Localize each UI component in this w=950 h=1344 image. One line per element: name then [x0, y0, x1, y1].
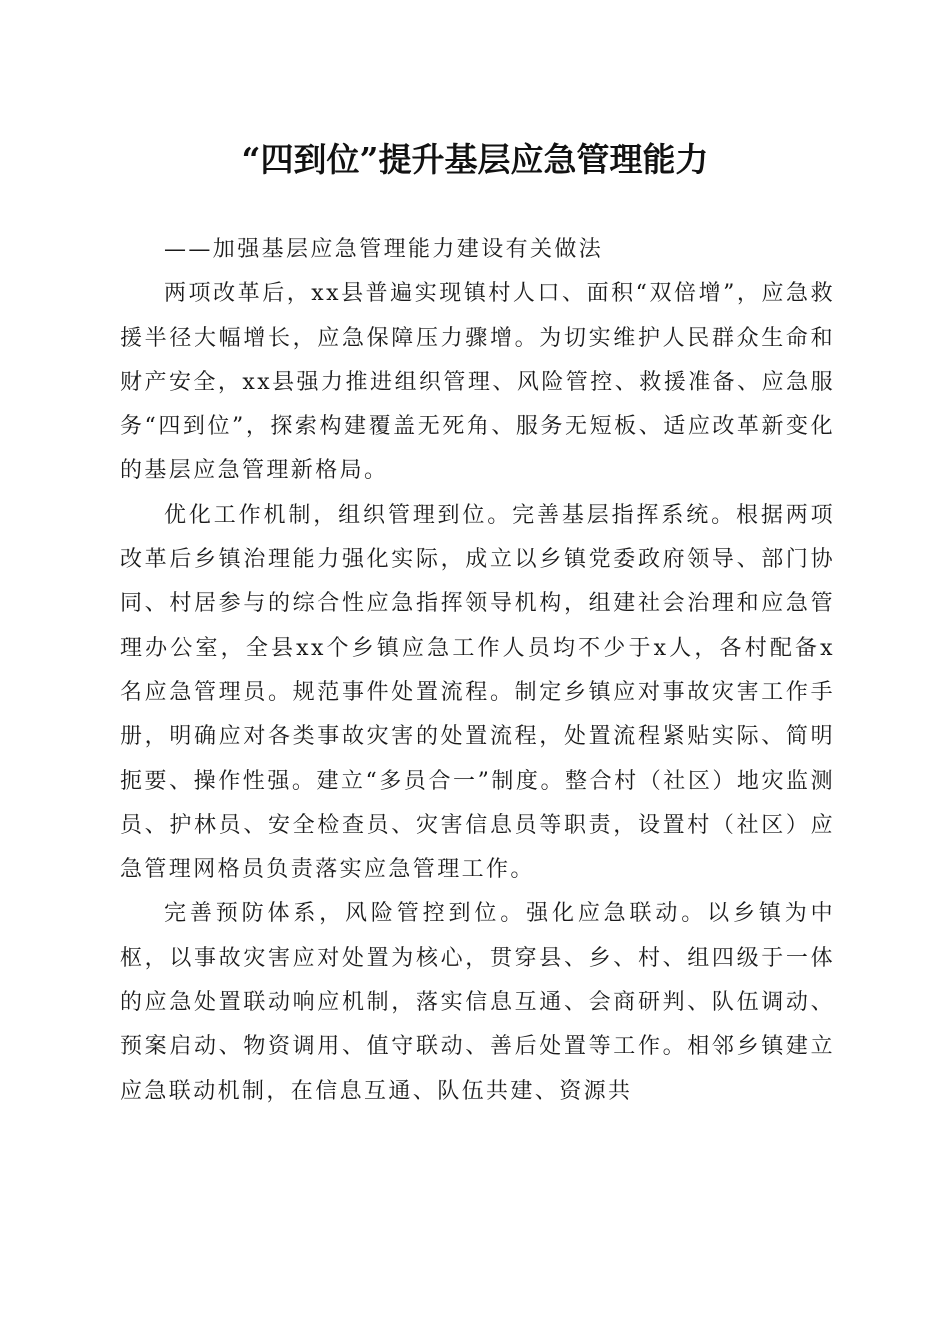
- paragraph-intro: 两项改革后，xx县普遍实现镇村人口、面积“双倍增”，应急救援半径大幅增长，应急保障压力骤增。为切实维护人民群众生命和财产安全，xx县强力推进组织管理、风险管控、救援准备、应急服务“四到位”，探索构建覆盖无死角、服务无短板、适应改革新变化的基层应急管理新格局。: [120, 281, 835, 484]
- paragraph-risk-control: 完善预防体系，风险管控到位。强化应急联动。以乡镇为中枢，以事故灾害应对处置为核心，贯穿县、乡、村、组四级于一体的应急处置联动响应机制，落实信息互通、会商研判、队伍调动、预案启动、物资调用、值守联动、善后处置等工作。相邻乡镇建立应急联动机制，在信息互通、队伍共建、资源共: [120, 901, 835, 1104]
- document-title: “四到位”提升基层应急管理能力: [241, 140, 709, 179]
- document-body: [120, 228, 835, 1114]
- document-subtitle: ——加强基层应急管理能力建设有关做法: [164, 237, 604, 262]
- paragraph-organization: 优化工作机制，组织管理到位。完善基层指挥系统。根据两项改革后乡镇治理能力强化实际，成立以乡镇党委政府领导、部门协同、村居参与的综合性应急指挥领导机构，组建社会治理和应急管理办公室，全县xx个乡镇应急工作人员均不少于x人，各村配备x名应急管理员。规范事件处置流程。制定乡镇应对事故灾害工作手册，明确应对各类事故灾害的处置流程，处置流程紧贴实际、简明扼要、操作性强。建立“多员合一”制度。整合村（社区）地灾监测员、护林员、安全检查员、灾害信息员等职责，设置村（社区）应急管理网格员负责落实应急管理工作。: [120, 502, 835, 883]
